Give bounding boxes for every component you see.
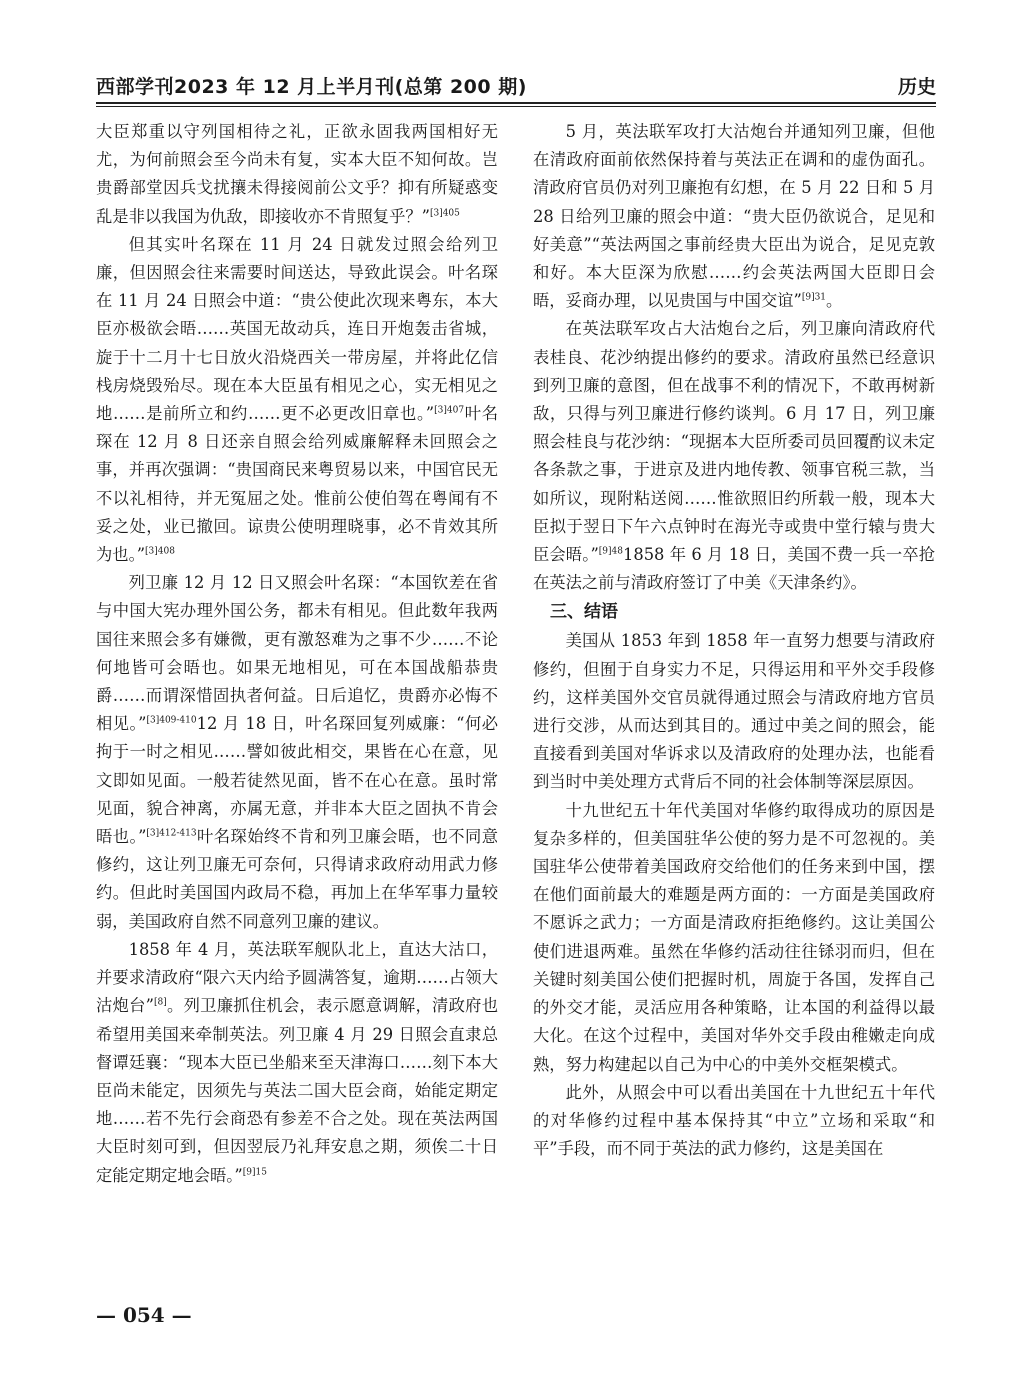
- citation: [8]: [154, 997, 167, 1008]
- header-rule-thin: [96, 106, 936, 107]
- citation: [3]412-413: [146, 828, 197, 839]
- citation: [3]405: [429, 208, 460, 219]
- paragraph: 十九世纪五十年代美国对华修约取得成功的原因是复杂多样的，但美国驻华公使的努力是不可忽视的。美国驻华公使带着美国政府交给他们的任务来到中国，摆在他们面前最大的难题是两方面的：一方面是美国政府不愿诉之武力；一方面是清政府拒绝修约。这让美国公使们进退两难。虽然在华修约活动往往铩羽而归，但在关键时刻美国公使们把握时机，周旋于各国，发挥自己的外交才能，灵活应用各种策略，让本国的利益得以最大化。在这个过程中，美国对华外交手段由稚嫩走向成熟，努力构建起以自己为中心的中美外交框架模式。: [533, 800, 935, 1074]
- citation: [3]409-410: [146, 715, 197, 726]
- citation: [3]407: [434, 405, 465, 416]
- running-header: [96, 66, 936, 100]
- header-rule: [96, 102, 936, 104]
- paragraph: 但其实叶名琛在 11 月 24 日就发过照会给列卫廉，但因照会往来需要时间送达，导致此误会。叶名琛在 11 月 24 日照会中道：“贵公使此次现来粤东，本大臣亦极欲会晤……英国无故动兵，连日开炮轰击省城，旋于十二月十七日放火沿烧西关一带房屋，并将此亿信栈房烧毁殆尽。现在本大臣虽有相见之心，实无相见之地……是前所立和约……更不必更改旧章也。”$^{[3]407}$叶名琛在 12 月 8 日还亲自照会给列威廉解释未回照会之事，并再次强调：“贵国商民来粤贸易以来，中国官民无不以礼相待，并无冤屈之处。惟前公使伯驾在粤闻有不妥之处，业已撤回。谅贵公使明理晓事，必不肯效其所为也。”$^{[3]408}$: [96, 234, 498, 565]
- paragraph: 列卫廉 12 月 12 日又照会叶名琛：“本国钦差在省与中国大宪办理外国公务，都未有相见。但此数年我两国往来照会多有嫌微，更有激怒难为之事不少……不论何地皆可会晤也。如果无地相见，可在本国战船恭贵爵……而谓深惜固执者何益。日后追忆，贵爵亦必悔不相见。”$^{[3]409-410}$12 月 18 日，叶名琛回复列威廉：“何必拘于一时之相见……譬如彼此相交，果皆在心在意，见文即如见面。一般若徒然见面，皆不在心在意。虽时常见面，貌合神离，亦属无意，并非本大臣之固执不肯会晤也。”$^{[3]412-413}$叶名琛始终不肯和列卫廉会晤，也不同意修约，这让列卫廉无可奈何，只得请求政府动用武力修约。但此时美国国内政局不稳，再加上在华军事力量较弱，美国政府自然不同意列卫廉的建议。: [96, 573, 498, 931]
- citation: [9]31: [801, 292, 827, 303]
- section-title: 历史: [897, 76, 936, 98]
- paragraph: 大臣郑重以守列国相待之礼，正欲永固我两国相好无尤，为何前照会至今尚未有复，实本大臣不知何故。岂贵爵部堂因兵戈扰攘未得接阅前公文乎？抑有所疑惑变乱是非以我国为仇敌，即接收亦不肯照复乎？”$^{[3]405}$: [96, 122, 498, 226]
- left-column: [96, 118, 498, 1190]
- paragraph: 此外，从照会中可以看出美国在十九世纪五十年代的对华修约过程中基本保持其“中立”立场和采取“和平”手段，而不同于英法的武力修约，这是美国在: [533, 1082, 935, 1159]
- paragraph: 5 月，英法联军攻打大沽炮台并通知列卫廉，但他在清政府面前依然保持着与英法正在调和的虚伪面孔。清政府官员仍对列卫廉抱有幻想，在 5 月 22 日和 5 月 28 日给列卫廉的照会中道：“贵大臣仍欲说合，足见和好美意”“英法两国之事前经贵大臣出为说合，足见克敦和好。本大臣深为欣慰……约会英法两国大臣即日会晤，妥商办理，以见贵国与中国交谊”$^{[9]31}$。: [533, 122, 935, 311]
- citation: [3]408: [145, 546, 175, 557]
- citation: [9]48: [598, 546, 623, 557]
- section-heading: 三、结语: [550, 602, 618, 623]
- paragraph: 1858 年 4 月，英法联军舰队北上，直达大沽口，并要求清政府“限六天内给予圆满答复，逾期……占领大沽炮台”[8]。列卫廉抓住机会，表示愿意调解，清政府也希望用美国来牵制英法。列卫廉 4 月 29 日照会直隶总督谭廷襄：“现本大臣已坐船来至天津海口……刻下本大臣尚未能定，因须先与英法二国大臣会商，始能定期定地……若不先行会商恐有参差不合之处。现在英法两国大臣时刻可到，但因翌辰乃礼拜安息之期，须俟二十日定能定期定地会晤。”$^{[9]15}$: [96, 939, 498, 1185]
- citation: [9]15: [242, 1167, 267, 1178]
- paragraph: 在英法联军攻占大沽炮台之后，列卫廉向清政府代表桂良、花沙纳提出修约的要求。清政府虽然已经意识到列卫廉的意图，但在战事不利的情况下，不敢再树新敌，只得与列卫廉进行修约谈判。6 月 17 日，列卫廉照会桂良与花沙纳：“现据本大臣所委司员回覆酌议未定各条款之事，于进京及进内地传教、领事官税三款，当如所议，现附粘送阅……惟欲照旧约所载一般，现本大臣拟于翌日下午六点钟时在海光寺或贵中堂行辕与贵大臣会晤。”$^{[9]48}$1858 年 6 月 18 日，美国不费一兵一卒抢在英法之前与清政府签订了中美《天津条约》。: [533, 319, 936, 593]
- journal-title: 西部学刊2023 年 12 月上半月刊(总第 200 期): [96, 76, 527, 98]
- paragraph: 美国从 1853 年到 1858 年一直努力想要与清政府修约，但囿于自身实力不足，只得运用和平外交手段修约，这样美国外交官员就得通过照会与清政府地方官员进行交涉，从而达到其目的。通过中美之间的照会，能直接看到美国对华诉求以及清政府的处理办法，也能看到当时中美处理方式背后不同的社会体制等深层原因。: [533, 631, 935, 792]
- right-column: [533, 118, 935, 1163]
- page-number: — 054 —: [96, 1303, 192, 1327]
